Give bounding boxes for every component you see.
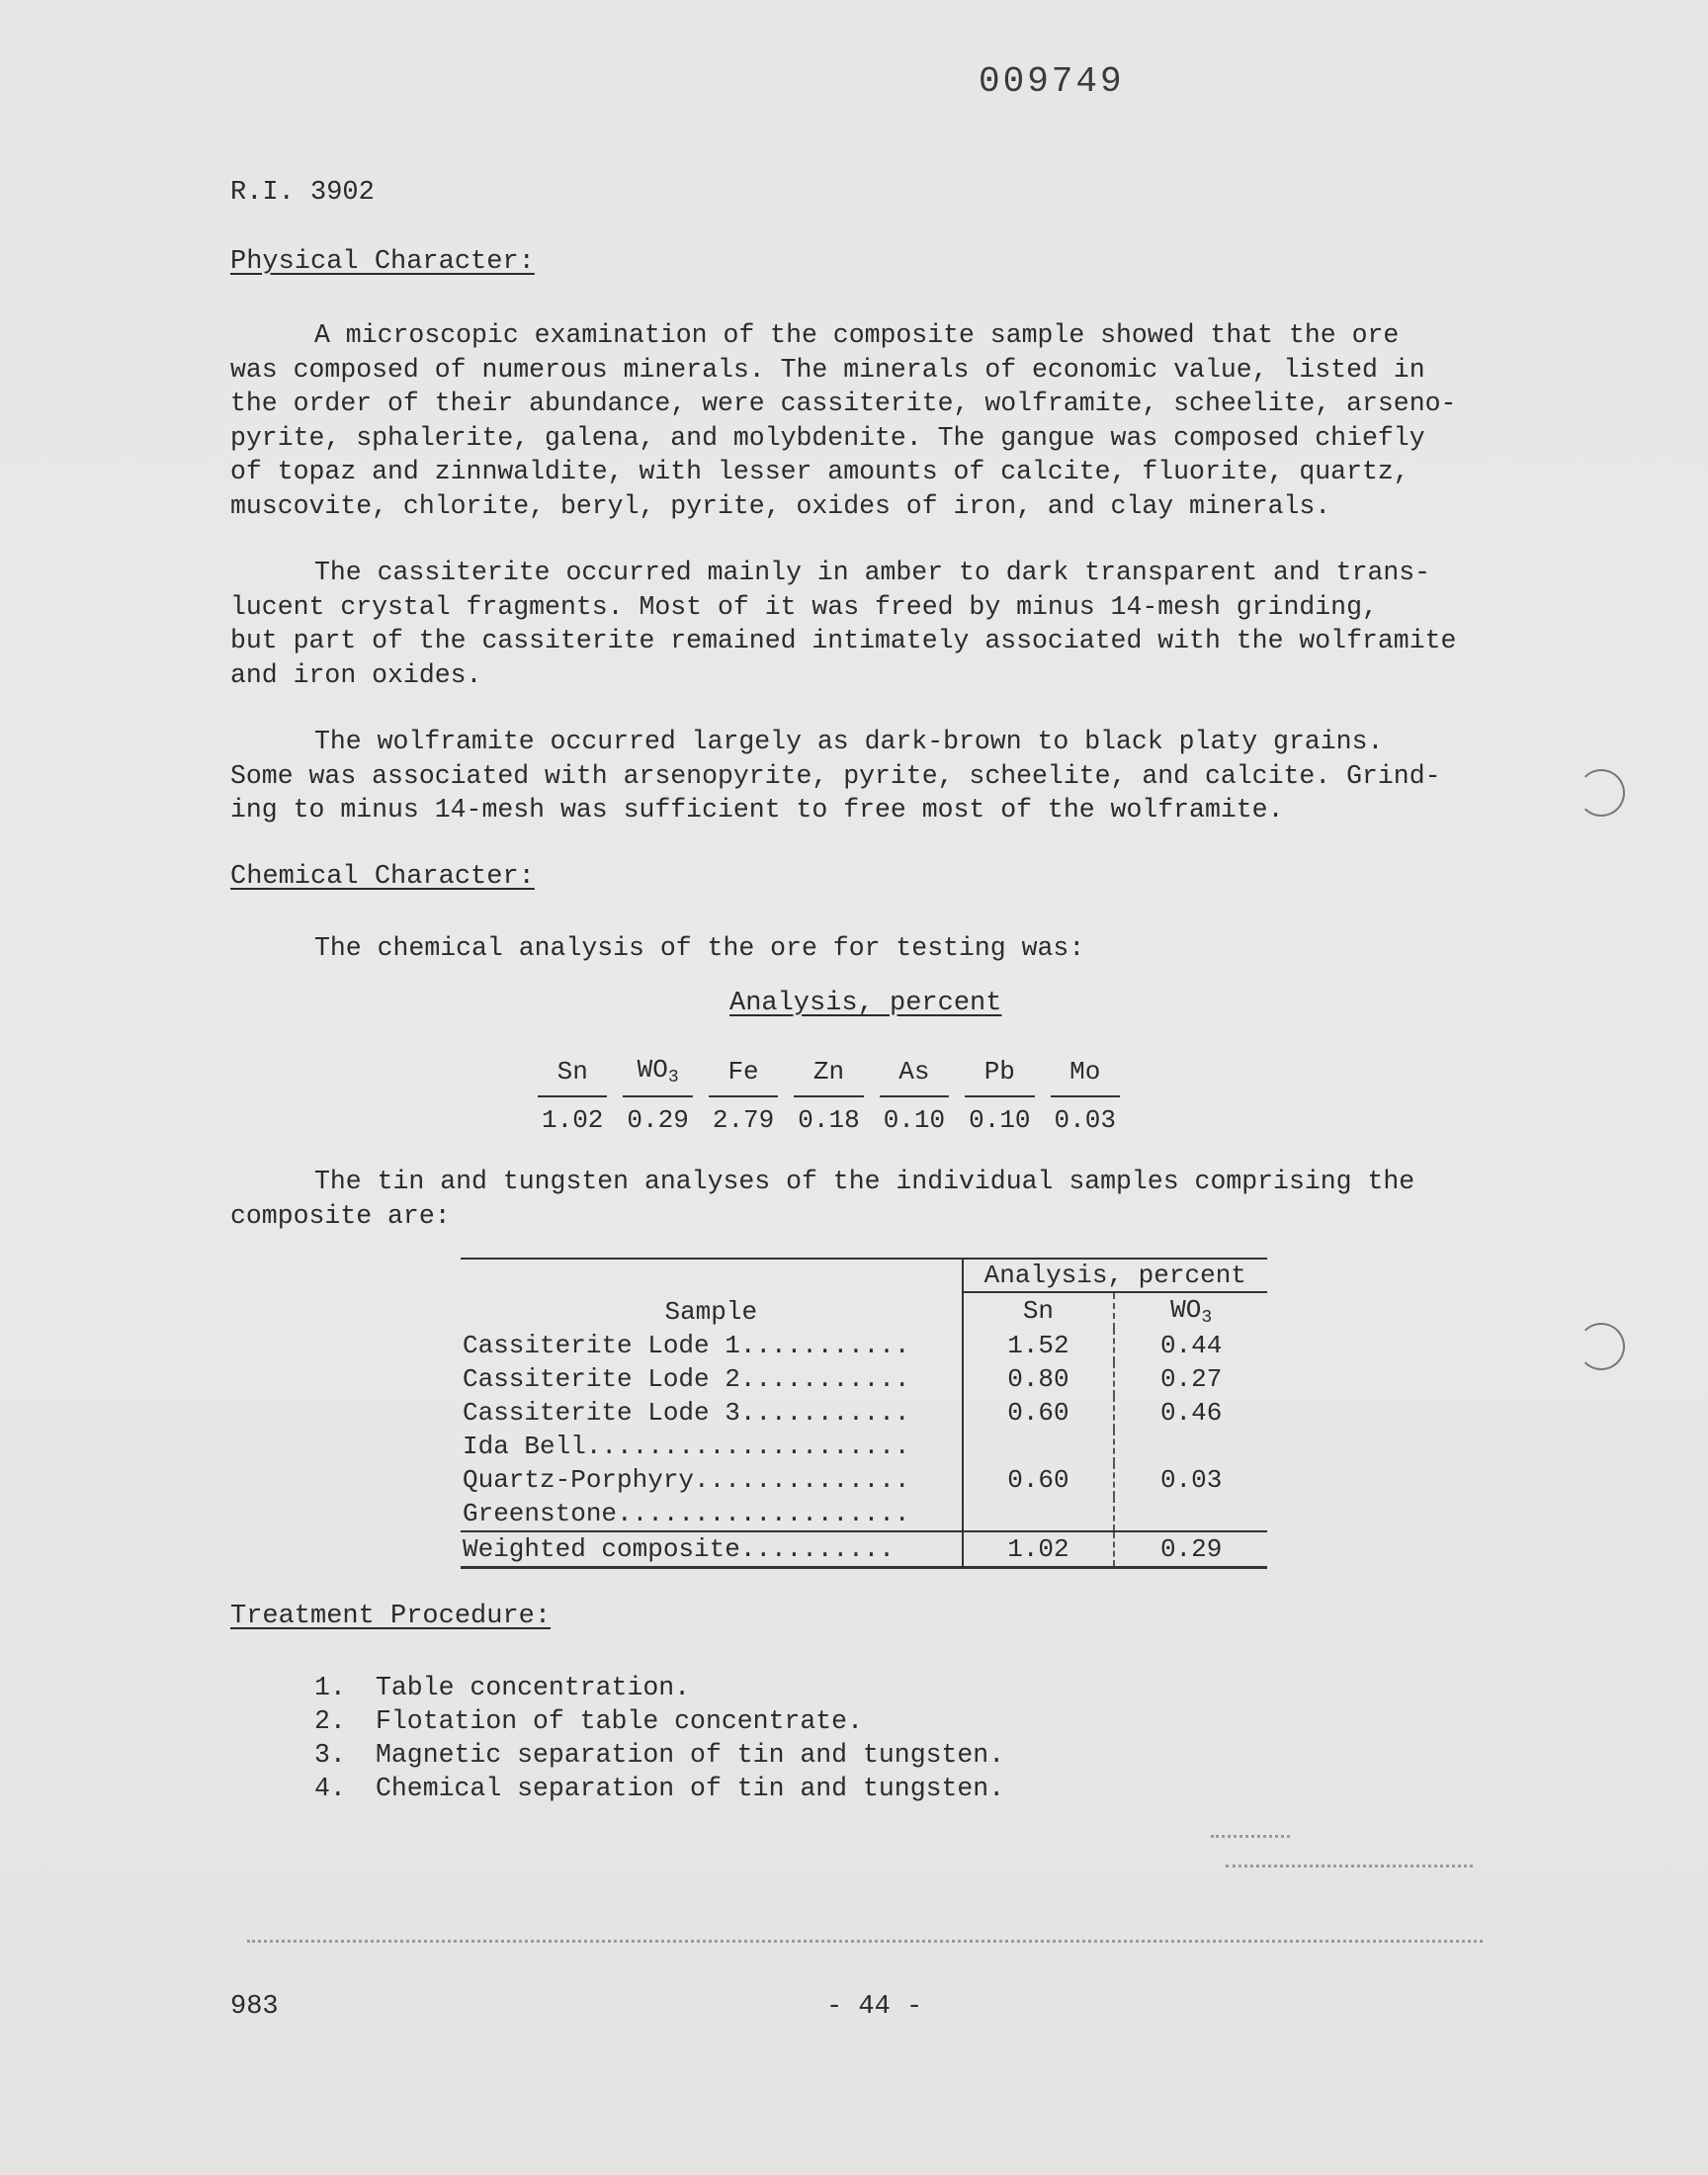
element-value: 2.79	[712, 1105, 775, 1135]
chemical-intro: The chemical analysis of the ore for testing was:	[314, 933, 1085, 963]
step-text: Magnetic separation of tin and tungsten.	[376, 1740, 1005, 1770]
paragraph-line: ing to minus 14-mesh was sufficient to free most of the wolframite.	[230, 795, 1284, 825]
element-value: 0.18	[798, 1105, 860, 1135]
physical-character-heading: Physical Character:	[230, 247, 535, 277]
element-header	[623, 1055, 692, 1097]
element-value: 1.02	[542, 1105, 604, 1135]
punch-hole-icon	[1578, 769, 1625, 817]
punch-hole-icon	[1578, 1323, 1625, 1370]
subscript: 3	[1201, 1307, 1213, 1328]
element-header: Mo	[1051, 1055, 1120, 1097]
physical-paragraph-2	[230, 556, 1545, 692]
paragraph-line: muscovite, chlorite, beryl, pyrite, oxides of iron, and clay minerals.	[230, 490, 1331, 521]
report-id: R.I. 3902	[230, 178, 375, 208]
bleed-through-dots	[1226, 1865, 1473, 1868]
sample-column-header: Sample	[461, 1259, 963, 1329]
paragraph-line: A microscopic examination of the composite sample showed that the ore	[314, 320, 1400, 350]
wo-symbol: WO	[1170, 1294, 1202, 1325]
wo3-column-header	[1114, 1292, 1267, 1329]
element-header-row	[538, 1055, 1120, 1097]
bleed-through-dots	[247, 1940, 1483, 1943]
composite-row	[461, 1531, 1267, 1568]
step-number: 3.	[314, 1740, 346, 1770]
sample-name: Ida Bell.....................	[463, 1432, 910, 1461]
table-row	[461, 1396, 1267, 1430]
element-value: 0.10	[883, 1105, 946, 1135]
composite-label: Weighted composite..........	[461, 1531, 963, 1568]
footer-code: 983	[230, 1992, 279, 2022]
treatment-steps-list	[314, 1671, 1004, 1805]
element-header: As	[880, 1055, 949, 1097]
sample-name: Greenstone...................	[463, 1499, 910, 1528]
sn-value: 0.60	[963, 1396, 1115, 1430]
samples-intro-paragraph	[230, 1165, 1545, 1233]
element-value-row	[538, 1097, 1120, 1135]
paragraph-line: but part of the cassiterite remained intimately associated with the wolframite	[230, 626, 1457, 655]
sn-value: 1.52	[963, 1329, 1115, 1362]
paragraph-line: The wolframite occurred largely as dark-brown to black platy grains.	[314, 727, 1384, 756]
paragraph-line: was composed of numerous minerals. The minerals of economic value, listed in	[230, 354, 1425, 385]
composite-wo3-value: 0.29	[1114, 1531, 1267, 1568]
wo3-value: 0.27	[1114, 1362, 1267, 1396]
step-number: 4.	[314, 1774, 346, 1803]
paragraph-line: composite are:	[230, 1200, 451, 1231]
sn-value: 0.60	[963, 1463, 1115, 1497]
sn-column-header: Sn	[963, 1292, 1115, 1329]
list-item	[314, 1704, 1004, 1738]
sn-value	[963, 1497, 1115, 1531]
sample-name: Quartz-Porphyry..............	[463, 1465, 910, 1495]
paragraph-line: lucent crystal fragments. Most of it was freed by minus 14-mesh grinding,	[230, 591, 1378, 622]
table-row	[461, 1329, 1267, 1362]
wo3-value: 0.03	[1114, 1463, 1267, 1497]
table-row	[461, 1430, 1267, 1463]
treatment-procedure-heading: Treatment Procedure:	[230, 1602, 552, 1631]
paragraph-line: Some was associated with arsenopyrite, pyrite, scheelite, and calcite. Grind-	[230, 760, 1441, 791]
element-value: 0.03	[1054, 1105, 1116, 1135]
table-row	[461, 1362, 1267, 1396]
chemical-character-heading: Chemical Character:	[230, 862, 535, 892]
table-header-row	[461, 1259, 1267, 1292]
analysis-caption: Analysis, percent	[729, 989, 1002, 1018]
wo3-value	[1114, 1430, 1267, 1463]
paragraph-line: The tin and tungsten analyses of the individual samples comprising the	[314, 1167, 1415, 1196]
element-symbol: WO	[637, 1055, 668, 1085]
sample-name: Cassiterite Lode 3...........	[463, 1398, 910, 1428]
element-header: Fe	[709, 1055, 778, 1097]
wo3-value: 0.46	[1114, 1396, 1267, 1430]
physical-paragraph-1	[230, 318, 1545, 523]
step-text: Table concentration.	[376, 1673, 691, 1702]
wo3-value: 0.44	[1114, 1329, 1267, 1362]
paragraph-line: of topaz and zinnwaldite, with lesser amounts of calcite, fluorite, quartz,	[230, 457, 1409, 486]
element-header: Pb	[965, 1055, 1034, 1097]
subscript: 3	[667, 1068, 679, 1088]
element-value: 0.29	[627, 1105, 689, 1135]
element-value: 0.10	[969, 1105, 1031, 1135]
sn-value	[963, 1430, 1115, 1463]
step-number: 2.	[314, 1706, 346, 1736]
list-item	[314, 1772, 1004, 1805]
step-text: Flotation of table concentrate.	[376, 1706, 863, 1736]
sn-value: 0.80	[963, 1362, 1115, 1396]
composite-sn-value: 1.02	[963, 1531, 1115, 1568]
sample-name: Cassiterite Lode 2...........	[463, 1364, 910, 1394]
bleed-through-dots	[1211, 1835, 1290, 1838]
step-text: Chemical separation of tin and tungsten.	[376, 1774, 1005, 1803]
table-row	[461, 1463, 1267, 1497]
table-row	[461, 1497, 1267, 1531]
element-header: Sn	[538, 1055, 607, 1097]
list-item	[314, 1738, 1004, 1772]
paragraph-line: pyrite, sphalerite, galena, and molybdenite. The gangue was composed chiefly	[230, 422, 1425, 453]
element-header: Zn	[794, 1055, 863, 1097]
chemical-analysis-table	[522, 1055, 1136, 1135]
page-number: - 44 -	[826, 1992, 923, 2022]
analysis-group-header: Analysis, percent	[963, 1259, 1267, 1292]
document-stamp-number: 009749	[979, 61, 1125, 102]
sample-analysis-table	[461, 1258, 1267, 1569]
wo3-value	[1114, 1497, 1267, 1531]
sample-name: Cassiterite Lode 1...........	[463, 1331, 910, 1360]
physical-paragraph-3	[230, 725, 1545, 827]
paragraph-line: The cassiterite occurred mainly in amber to dark transparent and trans-	[314, 558, 1431, 587]
step-number: 1.	[314, 1673, 346, 1702]
paragraph-line: the order of their abundance, were cassiterite, wolframite, scheelite, arseno-	[230, 389, 1457, 418]
list-item	[314, 1671, 1004, 1704]
paragraph-line: and iron oxides.	[230, 659, 482, 690]
